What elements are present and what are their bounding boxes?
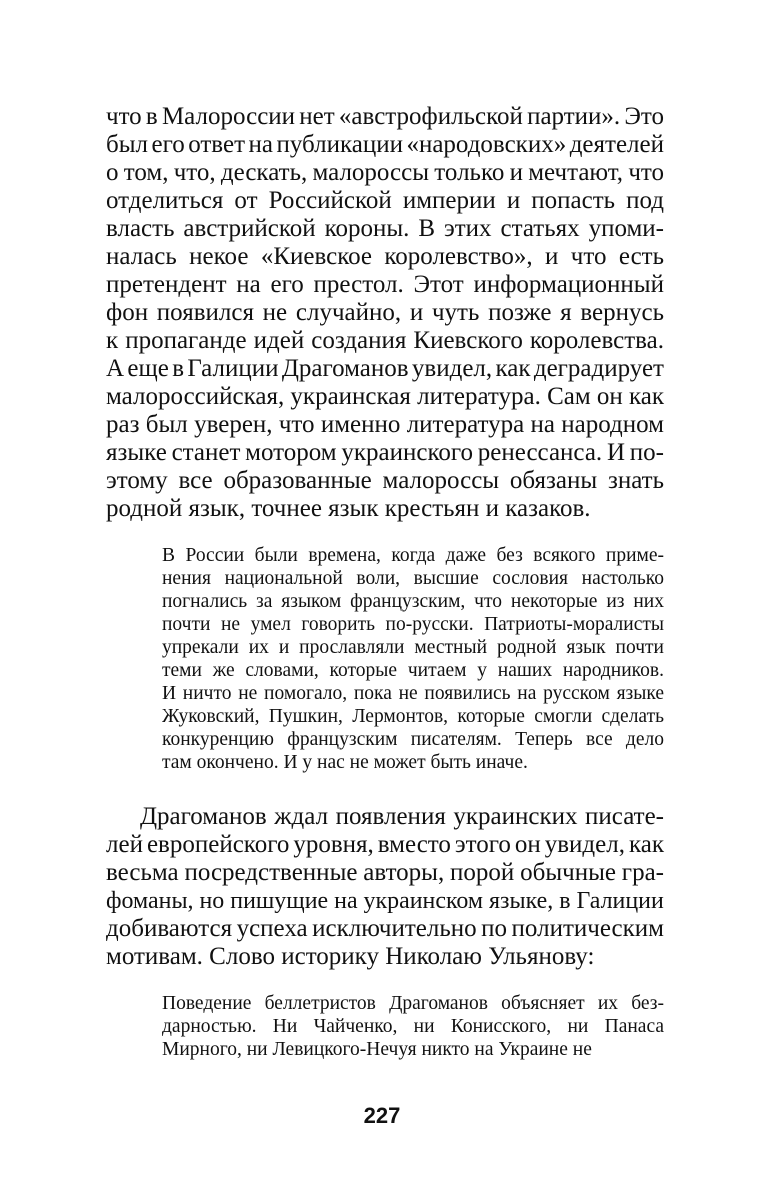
text-line: раз был уверен, что именно литература на народном	[106, 411, 664, 438]
text-line: фоманы, но пишущие на украинском языке, в Галиции	[106, 888, 664, 914]
text-line: фон появился не случайно, и чуть позже я вернусь	[106, 299, 664, 326]
text-line: мотивам. Слово историку Николаю Ульянову:	[106, 943, 595, 970]
quote-line: теми же словами, которые читаем у наших народников.	[162, 660, 664, 681]
text-line: был его ответ на публикации «народовских» деятелей	[106, 131, 664, 158]
quote-line: нения национальной воли, высшие сословия настолько	[162, 568, 664, 589]
quote-line: дарностью. Ни Чайченко, ни Конисского, ни Панаса	[162, 1016, 664, 1037]
text-line: добиваются успеха исключительно по политическим	[106, 915, 664, 942]
quote-line: конкуренцию французским писателям. Теперь все дело	[162, 729, 664, 750]
text-line: весьма посредственные авторы, порой обычные гра-	[106, 859, 664, 886]
quote-line: И ничто не помогало, пока не появились на русском языке	[162, 683, 664, 704]
page-number: 227	[363, 1103, 401, 1128]
text-line: лей европейского уровня, вместо этого он увидел, как	[106, 831, 664, 858]
quote-line: погнались за языком французским, что некоторые из них	[162, 591, 664, 612]
text-line: претендент на его престол. Этот информационный	[106, 271, 664, 298]
text-line: отделиться от Российской империи и попасть под	[106, 187, 664, 214]
text-line: к пропаганде идей создания Киевского королевства.	[106, 327, 664, 354]
text-line: налась некое «Киевское королевство», и что есть	[106, 243, 664, 270]
quote-line: почти не умел говорить по-русски. Патриоты-моралисты	[162, 614, 664, 635]
text-line: о том, что, дескать, малороссы только и мечтают, что	[106, 159, 664, 186]
text-line: языке станет мотором украинского ренессанса. И по-	[106, 439, 664, 466]
text-line: малороссийская, украинская литература. Сам он как	[106, 383, 664, 410]
quote-line: там окончено. И у нас не может быть иначе.	[162, 752, 528, 773]
quote-line: Жуковский, Пушкин, Лермонтов, которые смогли сделать	[162, 706, 664, 727]
quote-line: Мирного, ни Левицкого-Нечуя никто на Украине не	[162, 1039, 592, 1060]
text-line: Драгоманов ждал появления украинских писате-	[140, 803, 664, 830]
text-line: этому все образованные малороссы обязаны знать	[106, 467, 664, 494]
text-line: власть австрийской короны. В этих статьях упоми-	[106, 215, 664, 242]
quote-line: упрекали их и прославляли местный родной язык почти	[162, 637, 664, 658]
quote-line: В России были времена, когда даже без всякого приме-	[162, 545, 664, 566]
quote-line: Поведение беллетристов Драгоманов объясняет их без-	[162, 993, 664, 1014]
text-line: родной язык, точнее язык крестьян и казаков.	[106, 495, 591, 522]
text-line: что в Малороссии нет «австрофильской партии». Это	[106, 103, 664, 130]
text-line: А еще в Галиции Драгоманов увидел, как деградирует	[106, 355, 664, 382]
